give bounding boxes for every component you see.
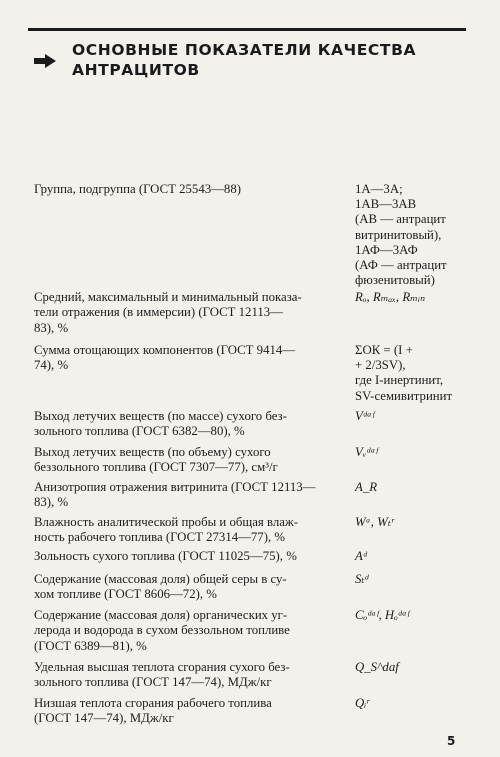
indicator-symbol: Aᵈ bbox=[355, 549, 367, 563]
indicator-symbol: Wᵃ, Wₜʳ bbox=[355, 515, 394, 529]
section-title: ОСНОВНЫЕ ПОКАЗАТЕЛИ КАЧЕСТВА АНТРАЦИТОВ bbox=[72, 41, 417, 79]
indicator-symbol: A_R bbox=[355, 480, 378, 494]
top-rule bbox=[28, 28, 466, 31]
indicator-name: Зольность сухого топлива (ГОСТ 11025—75), % bbox=[34, 549, 297, 563]
indicator-name: Удельная высшая теплота сгорания сухого без- зольного топлива (ГОСТ 147—74), МДж/кг bbox=[34, 660, 290, 690]
indicator-name: Выход летучих веществ (по объему) сухого беззольного топлива (ГОСТ 7307—77), см³/г bbox=[34, 445, 278, 475]
indicator-symbol: Sₜᵈ bbox=[355, 572, 369, 586]
indicator-name: Влажность аналитической пробы и общая влаж- ность рабочего топлива (ГОСТ 27314—77), % bbox=[34, 515, 299, 545]
indicator-name: Низшая теплота сгорания рабочего топлива (ГОСТ 147—74), МДж/кг bbox=[34, 696, 272, 726]
indicator-name: Содержание (массовая доля) общей серы в су- хом топливе (ГОСТ 8606—72), % bbox=[34, 572, 287, 602]
indicator-symbol: Rₒ, Rₘₐₓ, Rₘᵢₙ bbox=[355, 290, 426, 304]
indicator-name: Сумма отощающих компонентов (ГОСТ 9414— 74), % bbox=[34, 343, 296, 373]
indicator-name: Выход летучих веществ (по массе) сухого без- зольного топлива (ГОСТ 6382—80), % bbox=[34, 409, 287, 439]
page-number: 5 bbox=[447, 734, 456, 748]
indicator-symbol: Q_S^daf bbox=[355, 660, 399, 674]
indicator-symbol: Cₒᵈᵃᶠ, Hₒᵈᵃᶠ bbox=[355, 608, 410, 622]
indicator-symbol: 1А—3А; 1АВ—3АВ (АВ — антрацит витринитовый), 1АФ—3АФ (АФ — антрацит фюзенитовый) bbox=[355, 182, 447, 288]
indicator-symbol: Vᵥᵈᵃᶠ bbox=[355, 445, 378, 459]
indicator-name: Анизотропия отражения витринита (ГОСТ 12113— 83), % bbox=[34, 480, 316, 510]
indicator-symbol: ΣОК = (I + + 2/3SV), где I-инертинит, SV-семивитринит bbox=[355, 343, 453, 403]
indicator-name: Содержание (массовая доля) органических уг- лерода и водорода в сухом беззольном топливе (ГОСТ 6389—81), % bbox=[34, 608, 290, 653]
arrow-right-icon bbox=[34, 54, 56, 68]
indicator-symbol: Vᵈᵃᶠ bbox=[355, 409, 375, 423]
indicator-name: Средний, максимальный и минимальный показа- тели отражения (в иммерсии) (ГОСТ 12113— 83), % bbox=[34, 290, 302, 335]
indicator-symbol: Qᵢʳ bbox=[355, 696, 370, 710]
indicator-name: Группа, подгруппа (ГОСТ 25543—88) bbox=[34, 182, 241, 196]
